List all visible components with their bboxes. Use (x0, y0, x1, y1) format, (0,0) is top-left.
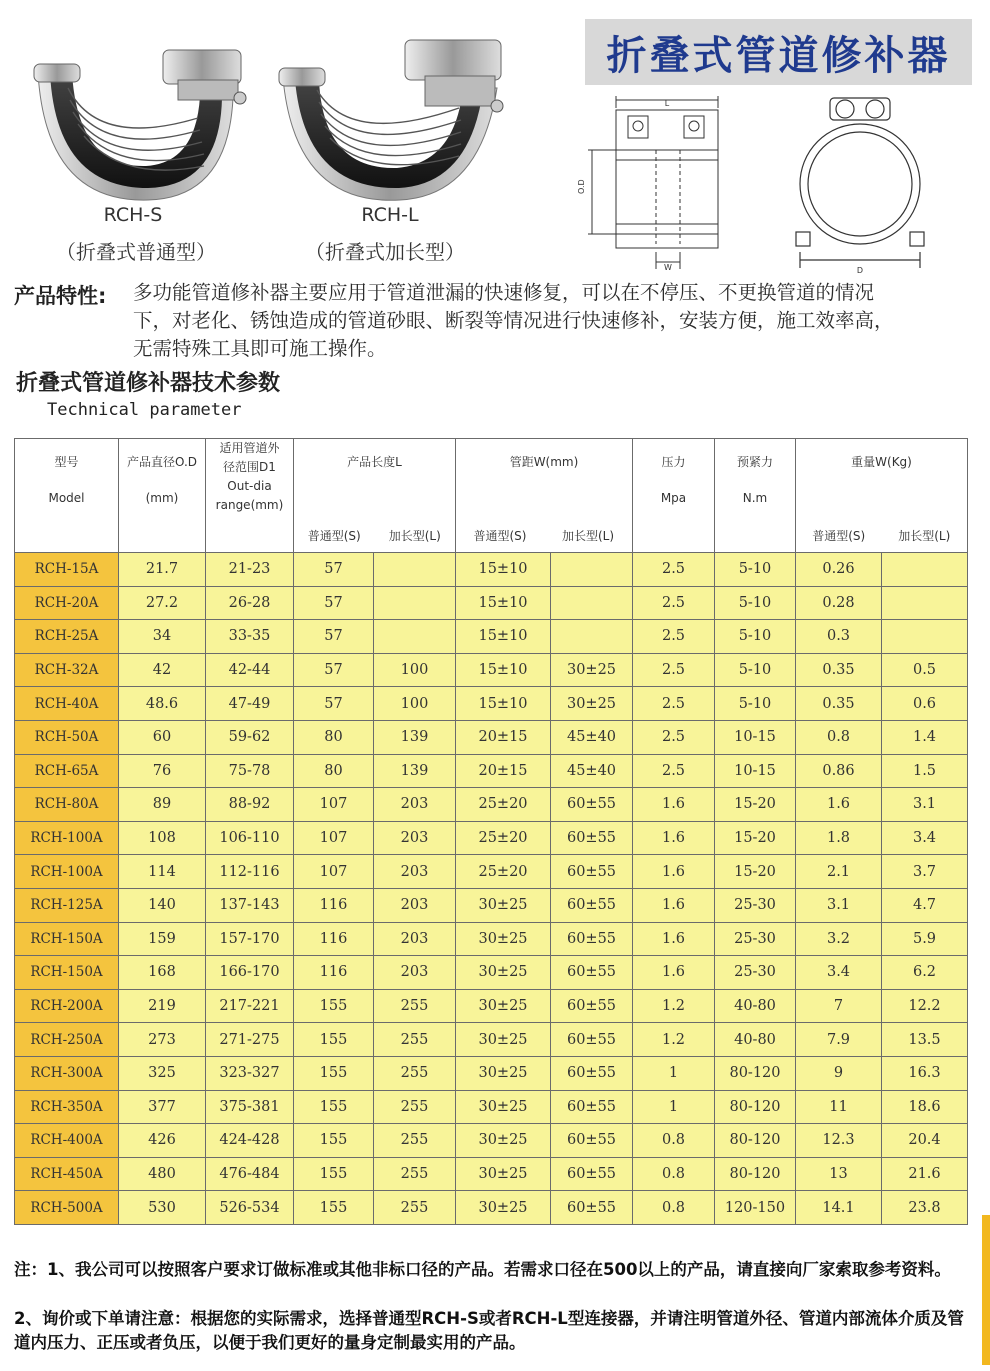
dim-label-width: W (664, 263, 672, 272)
table-cell: 16.3 (882, 1056, 968, 1090)
table-cell: 1.2 (633, 1023, 715, 1057)
table-cell: 34 (119, 620, 206, 654)
model-cell: RCH-450A (15, 1157, 119, 1191)
table-cell (551, 620, 633, 654)
table-cell: 30±25 (456, 1023, 551, 1057)
table-cell: 5-10 (715, 687, 796, 721)
table-cell: 7.9 (796, 1023, 882, 1057)
table-row (15, 620, 968, 654)
table-cell: 108 (119, 821, 206, 855)
table-cell: 5-10 (715, 586, 796, 620)
table-cell (374, 620, 456, 654)
table-row (15, 1124, 968, 1158)
table-cell: 40-80 (715, 1023, 796, 1057)
table-cell: 375-381 (206, 1090, 294, 1124)
table-cell: 4.7 (882, 888, 968, 922)
model-cell: RCH-25A (15, 620, 119, 654)
model-cell: RCH-500A (15, 1191, 119, 1225)
model-cell: RCH-100A (15, 855, 119, 889)
table-cell: 2.5 (633, 620, 715, 654)
table-cell: 30±25 (551, 687, 633, 721)
table-cell: 45±40 (551, 754, 633, 788)
table-cell: 3.4 (796, 956, 882, 990)
table-cell: 155 (294, 989, 374, 1023)
table-cell: 3.7 (882, 855, 968, 889)
table-cell: 76 (119, 754, 206, 788)
table-row (15, 553, 968, 587)
table-cell: 2.5 (633, 586, 715, 620)
table-cell: 57 (294, 553, 374, 587)
table-cell: 255 (374, 1191, 456, 1225)
table-cell: 60±55 (551, 788, 633, 822)
table-cell: 116 (294, 956, 374, 990)
table-cell: 15±10 (456, 586, 551, 620)
model-cell: RCH-125A (15, 888, 119, 922)
model-cell: RCH-300A (15, 1056, 119, 1090)
table-cell: 15-20 (715, 855, 796, 889)
table-cell: 12.3 (796, 1124, 882, 1158)
banner-title: 折叠式管道修补器 (585, 19, 972, 85)
table-cell: 10-15 (715, 754, 796, 788)
header-width: 管距W(mm) 普通型(S) 加长型(L) (456, 439, 633, 553)
table-cell: 116 (294, 922, 374, 956)
table-cell: 255 (374, 989, 456, 1023)
table-cell: 26-28 (206, 586, 294, 620)
product-model-rch-s: RCH-S (103, 204, 163, 226)
table-cell: 424-428 (206, 1124, 294, 1158)
table-cell: 255 (374, 1124, 456, 1158)
table-cell: 5-10 (715, 620, 796, 654)
table-cell: 15±10 (456, 620, 551, 654)
table-cell: 42-44 (206, 653, 294, 687)
table-row (15, 754, 968, 788)
table-row (15, 989, 968, 1023)
table-cell: 30±25 (456, 888, 551, 922)
table-cell: 1 (633, 1056, 715, 1090)
table-cell: 25-30 (715, 922, 796, 956)
table-row (15, 1157, 968, 1191)
table-cell: 60±55 (551, 1090, 633, 1124)
model-cell: RCH-50A (15, 720, 119, 754)
table-cell: 7 (796, 989, 882, 1023)
table-cell: 0.28 (796, 586, 882, 620)
table-cell: 27.2 (119, 586, 206, 620)
table-cell: 139 (374, 720, 456, 754)
table-cell: 137-143 (206, 888, 294, 922)
table-cell: 80 (294, 754, 374, 788)
table-cell: 88-92 (206, 788, 294, 822)
table-cell: 5.9 (882, 922, 968, 956)
table-cell: 15±10 (456, 553, 551, 587)
section-subtitle: Technical parameter (47, 400, 242, 420)
table-cell: 48.6 (119, 687, 206, 721)
table-cell: 25±20 (456, 855, 551, 889)
table-cell: 33-35 (206, 620, 294, 654)
dim-label-diameter: D (856, 266, 864, 275)
table-cell: 30±25 (456, 1191, 551, 1225)
table-cell: 155 (294, 1191, 374, 1225)
table-cell: 30±25 (551, 653, 633, 687)
table-cell: 107 (294, 821, 374, 855)
table-cell: 377 (119, 1090, 206, 1124)
table-cell: 1.6 (796, 788, 882, 822)
table-cell: 30±25 (456, 1056, 551, 1090)
table-cell: 0.3 (796, 620, 882, 654)
model-cell: RCH-200A (15, 989, 119, 1023)
table-cell: 57 (294, 586, 374, 620)
table-cell: 203 (374, 922, 456, 956)
table-cell: 57 (294, 653, 374, 687)
table-cell: 2.5 (633, 720, 715, 754)
table-cell: 25±20 (456, 788, 551, 822)
table-cell: 21-23 (206, 553, 294, 587)
table-cell: 30±25 (456, 922, 551, 956)
table-cell: 203 (374, 888, 456, 922)
table-cell: 155 (294, 1157, 374, 1191)
header-weight: 重量W(Kg) 普通型(S) 加长型(L) (796, 439, 968, 553)
table-cell: 1.2 (633, 989, 715, 1023)
table-cell (551, 586, 633, 620)
table-cell: 75-78 (206, 754, 294, 788)
note-1: 注：1、我公司可以按照客户要求订做标准或其他非标口径的产品。若需求口径在500以上的产品，请直接向厂家索取参考资料。 (14, 1260, 951, 1279)
table-cell: 273 (119, 1023, 206, 1057)
table-cell: 60±55 (551, 1191, 633, 1225)
table-cell: 526-534 (206, 1191, 294, 1225)
table-cell: 155 (294, 1124, 374, 1158)
table-cell: 1.5 (882, 754, 968, 788)
table-cell: 47-49 (206, 687, 294, 721)
table-cell: 0.5 (882, 653, 968, 687)
table-cell (882, 586, 968, 620)
table-cell: 30±25 (456, 1124, 551, 1158)
table-cell: 0.35 (796, 687, 882, 721)
table-row (15, 720, 968, 754)
table-cell: 100 (374, 687, 456, 721)
model-cell: RCH-350A (15, 1090, 119, 1124)
header-range: 适用管道外 径范围D1 Out-dia range(mm) (206, 439, 294, 553)
table-cell: 60±55 (551, 1124, 633, 1158)
table-cell: 60±55 (551, 989, 633, 1023)
table-row (15, 821, 968, 855)
table-cell: 57 (294, 620, 374, 654)
table-cell: 0.35 (796, 653, 882, 687)
product-model-rch-l: RCH-L (361, 204, 419, 226)
table-cell: 21.6 (882, 1157, 968, 1191)
table-row (15, 922, 968, 956)
table-cell: 60±55 (551, 821, 633, 855)
table-cell: 12.2 (882, 989, 968, 1023)
table-row (15, 956, 968, 990)
table-cell: 255 (374, 1056, 456, 1090)
table-cell: 3.2 (796, 922, 882, 956)
table-cell: 2.5 (633, 687, 715, 721)
table-row (15, 1023, 968, 1057)
model-cell: RCH-65A (15, 754, 119, 788)
table-row (15, 1191, 968, 1225)
table-cell: 271-275 (206, 1023, 294, 1057)
table-cell: 60±55 (551, 956, 633, 990)
table-cell: 155 (294, 1056, 374, 1090)
header-od: 产品直径O.D (mm) (119, 439, 206, 553)
table-cell: 480 (119, 1157, 206, 1191)
features-label: 产品特性: (14, 284, 107, 308)
table-row (15, 788, 968, 822)
table-cell: 112-116 (206, 855, 294, 889)
table-cell: 106-110 (206, 821, 294, 855)
table-cell: 476-484 (206, 1157, 294, 1191)
header-pressure: 压力 Mpa (633, 439, 715, 553)
table-cell: 5-10 (715, 553, 796, 587)
table-cell: 159 (119, 922, 206, 956)
table-row (15, 653, 968, 687)
model-cell: RCH-150A (15, 922, 119, 956)
table-cell: 323-327 (206, 1056, 294, 1090)
table-cell (374, 586, 456, 620)
table-cell: 255 (374, 1090, 456, 1124)
table-cell: 100 (374, 653, 456, 687)
table-cell: 14.1 (796, 1191, 882, 1225)
table-cell: 3.1 (796, 888, 882, 922)
model-cell: RCH-100A (15, 821, 119, 855)
table-cell: 5-10 (715, 653, 796, 687)
table-cell: 255 (374, 1157, 456, 1191)
table-cell: 219 (119, 989, 206, 1023)
table-cell: 2.5 (633, 754, 715, 788)
table-cell: 25-30 (715, 888, 796, 922)
table-cell: 157-170 (206, 922, 294, 956)
table-row (15, 586, 968, 620)
table-cell (882, 620, 968, 654)
table-cell: 25±20 (456, 821, 551, 855)
table-header-row (15, 439, 968, 553)
table-cell: 15±10 (456, 687, 551, 721)
table-cell: 155 (294, 1023, 374, 1057)
table-cell: 13.5 (882, 1023, 968, 1057)
table-cell: 120-150 (715, 1191, 796, 1225)
table-cell: 1.6 (633, 855, 715, 889)
table-cell: 114 (119, 855, 206, 889)
product-image-rch-l (275, 28, 505, 208)
table-cell: 30±25 (456, 989, 551, 1023)
table-cell (551, 553, 633, 587)
product-desc-rch-s: （折叠式普通型） (56, 240, 216, 264)
header-torque: 预紧力 N.m (715, 439, 796, 553)
dim-label-length: L (664, 99, 670, 108)
table-cell: 217-221 (206, 989, 294, 1023)
table-cell: 530 (119, 1191, 206, 1225)
table-cell: 168 (119, 956, 206, 990)
table-cell: 15±10 (456, 653, 551, 687)
table-cell: 80-120 (715, 1124, 796, 1158)
table-cell: 1.8 (796, 821, 882, 855)
table-cell: 40-80 (715, 989, 796, 1023)
table-cell: 6.2 (882, 956, 968, 990)
table-cell: 60 (119, 720, 206, 754)
table-cell: 9 (796, 1056, 882, 1090)
header-length: 产品长度L 普通型(S) 加长型(L) (294, 439, 456, 553)
model-cell: RCH-250A (15, 1023, 119, 1057)
table-cell: 0.6 (882, 687, 968, 721)
table-cell: 0.8 (796, 720, 882, 754)
table-cell: 107 (294, 788, 374, 822)
table-cell: 60±55 (551, 1056, 633, 1090)
table-cell: 203 (374, 855, 456, 889)
table-row (15, 1090, 968, 1124)
table-cell: 1.6 (633, 956, 715, 990)
table-cell: 21.7 (119, 553, 206, 587)
table-cell: 60±55 (551, 855, 633, 889)
table-cell: 1.6 (633, 821, 715, 855)
table-cell: 2.5 (633, 553, 715, 587)
table-cell: 0.8 (633, 1157, 715, 1191)
table-cell: 116 (294, 888, 374, 922)
table-cell: 2.1 (796, 855, 882, 889)
table-cell: 60±55 (551, 1023, 633, 1057)
table-cell: 155 (294, 1090, 374, 1124)
table-cell: 42 (119, 653, 206, 687)
table-cell: 20±15 (456, 754, 551, 788)
table-cell: 57 (294, 687, 374, 721)
table-cell: 203 (374, 788, 456, 822)
table-cell: 30±25 (456, 1157, 551, 1191)
table-cell: 60±55 (551, 1157, 633, 1191)
table-cell: 10-15 (715, 720, 796, 754)
table-row (15, 855, 968, 889)
product-image-rch-s (28, 28, 258, 208)
table-cell: 30±25 (456, 1090, 551, 1124)
table-cell: 59-62 (206, 720, 294, 754)
accent-stripe (982, 1215, 990, 1365)
end-view-drawing (790, 92, 930, 274)
table-cell: 1.6 (633, 788, 715, 822)
model-cell: RCH-20A (15, 586, 119, 620)
table-cell: 18.6 (882, 1090, 968, 1124)
table-cell (882, 553, 968, 587)
table-cell: 0.8 (633, 1191, 715, 1225)
features-text: 多功能管道修补器主要应用于管道泄漏的快速修复，可以在不停压、不更换管道的情况下，对老化、锈蚀造成的管道砂眼、断裂等情况进行快速修补，安装方便，施工效率高，无需特殊工具即可施工操作。 (133, 281, 894, 360)
product-desc-rch-l: （折叠式加长型） (305, 240, 465, 264)
model-cell: RCH-32A (15, 653, 119, 687)
model-cell: RCH-40A (15, 687, 119, 721)
table-cell: 25-30 (715, 956, 796, 990)
table-cell: 0.8 (633, 1124, 715, 1158)
table-cell: 139 (374, 754, 456, 788)
table-cell: 325 (119, 1056, 206, 1090)
table-cell: 255 (374, 1023, 456, 1057)
table-cell: 15-20 (715, 788, 796, 822)
table-cell (374, 553, 456, 587)
table-cell: 0.86 (796, 754, 882, 788)
table-cell: 80-120 (715, 1157, 796, 1191)
note-2: 2、询价或下单请注意：根据您的实际需求，选择普通型RCH-S或者RCH-L型连接器，并请注明管道外径、管道内部流体介质及管道内压力、正压或者负压，以便于我们更好的量身定制最实用的产品。 (14, 1309, 964, 1352)
table-cell: 140 (119, 888, 206, 922)
table-cell: 0.26 (796, 553, 882, 587)
table-cell: 1.6 (633, 922, 715, 956)
table-cell: 80-120 (715, 1090, 796, 1124)
table-cell: 203 (374, 956, 456, 990)
table-cell: 11 (796, 1090, 882, 1124)
spec-table (14, 438, 968, 1225)
model-cell: RCH-15A (15, 553, 119, 587)
table-cell: 60±55 (551, 888, 633, 922)
model-cell: RCH-150A (15, 956, 119, 990)
table-row (15, 687, 968, 721)
dim-label-od: O.D (577, 179, 586, 194)
table-cell: 1.4 (882, 720, 968, 754)
section-title: 折叠式管道修补器技术参数 (16, 371, 281, 396)
table-row (15, 888, 968, 922)
table-cell: 2.5 (633, 653, 715, 687)
table-cell: 107 (294, 855, 374, 889)
table-cell: 3.4 (882, 821, 968, 855)
table-cell: 20.4 (882, 1124, 968, 1158)
table-cell: 1 (633, 1090, 715, 1124)
table-cell: 15-20 (715, 821, 796, 855)
model-cell: RCH-400A (15, 1124, 119, 1158)
table-body (15, 553, 968, 1225)
table-cell: 1.6 (633, 888, 715, 922)
table-cell: 80-120 (715, 1056, 796, 1090)
header-model: 型号 Model (15, 439, 119, 553)
table-cell: 80 (294, 720, 374, 754)
table-cell: 45±40 (551, 720, 633, 754)
model-cell: RCH-80A (15, 788, 119, 822)
table-cell: 203 (374, 821, 456, 855)
table-cell: 166-170 (206, 956, 294, 990)
table-cell: 89 (119, 788, 206, 822)
table-row (15, 1056, 968, 1090)
table-cell: 3.1 (882, 788, 968, 822)
table-cell: 426 (119, 1124, 206, 1158)
table-cell: 13 (796, 1157, 882, 1191)
side-view-drawing (578, 94, 738, 274)
table-cell: 30±25 (456, 956, 551, 990)
table-cell: 23.8 (882, 1191, 968, 1225)
table-cell: 20±15 (456, 720, 551, 754)
table-cell: 60±55 (551, 922, 633, 956)
